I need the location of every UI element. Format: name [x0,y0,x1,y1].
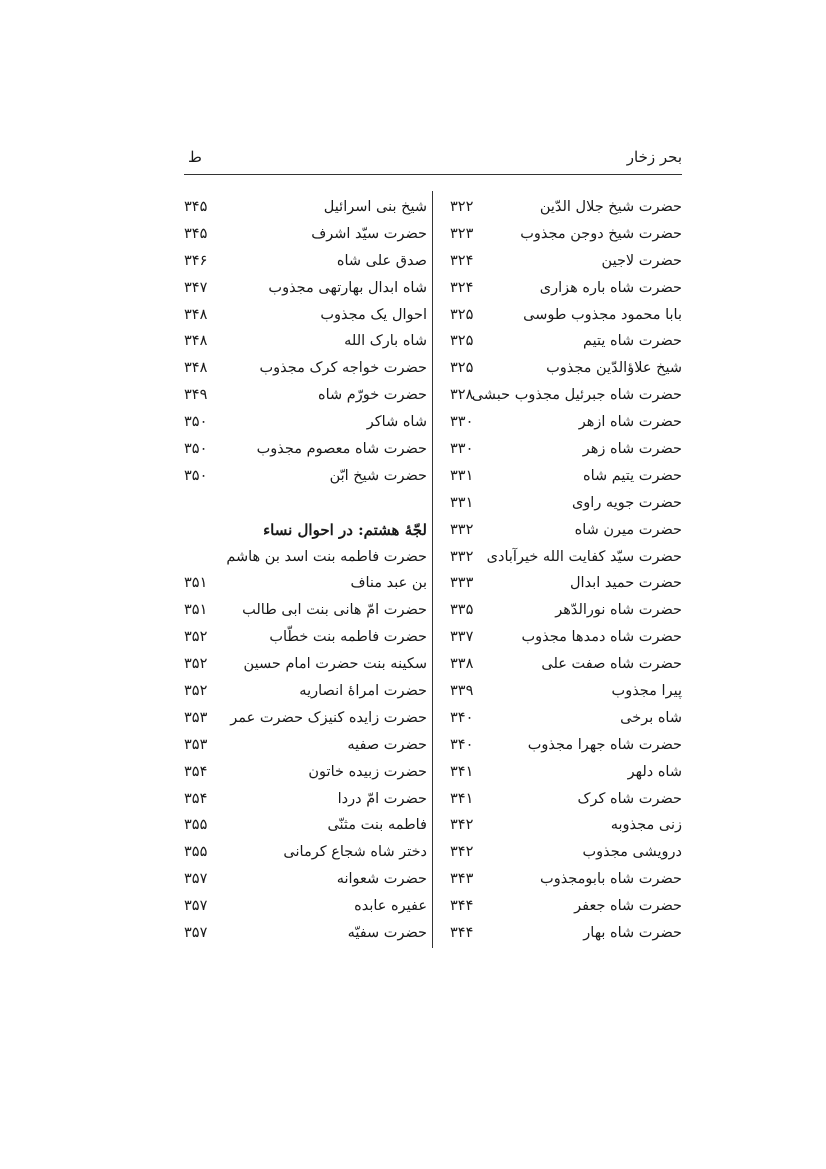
entry-title: حضرت یتیم شاه [582,467,682,484]
entry-title: زنی مجذوبه [610,817,682,834]
toc-entry [184,409,427,436]
entry-title: حضرت شاه معصوم مجذوب [256,441,427,458]
toc-entry [440,651,682,678]
entry-page-number: ۳۵۴ [184,763,208,780]
toc-entry [184,436,427,463]
entry-page-number: ۳۴۰ [450,736,474,753]
entry-page-number: ۳۳۵ [450,602,474,619]
entry-title: حضرت زبیده خاتون [308,763,427,780]
entry-title: بابا محمود مجذوب طوسی [523,306,682,323]
toc-entry [184,248,427,275]
entry-page-number: ۳۳۲ [450,521,474,538]
entry-page-number: ۳۴۸ [184,306,208,323]
toc-entry [184,678,427,705]
toc-entry [184,570,427,597]
entry-title: حضرت امّ هانی بنت ابی طالب [242,602,427,619]
toc-entry [440,194,682,221]
entry-page-number: ۳۲۵ [450,306,474,323]
entry-title: حضرت لاجین [601,252,682,269]
entry-page-number: ۳۵۳ [184,736,208,753]
entry-title: شیخ علاؤالدّین مجذوب [546,360,682,377]
toc-entry [440,544,682,571]
entry-page-number: ۳۵۲ [184,656,208,673]
entry-page-number: ۳۵۷ [184,925,208,942]
toc-entry [440,275,682,302]
entry-page-number: ۳۲۴ [450,279,474,296]
entry-page-number: ۳۵۰ [184,441,208,458]
running-header [184,148,682,170]
entry-page-number: ۳۲۴ [450,252,474,269]
toc-entry [184,221,427,248]
entry-title: حضرت شاه زهر [582,441,682,458]
toc-entry [184,463,427,490]
entry-page-number: ۳۲۵ [450,333,474,350]
toc-entry [184,651,427,678]
entry-title: حضرت شاه دمدها مجذوب [521,629,682,646]
entry-page-number: ۳۴۵ [184,199,208,215]
entry-page-number: ۳۳۱ [450,467,474,484]
toc-entry [440,248,682,275]
entry-page-number: ۳۴۲ [450,844,474,861]
column-divider [432,191,433,948]
entry-title: پیرا مجذوب [611,683,682,700]
entry-title: حضرت صفیه [347,736,427,753]
entry-title: شاه برخی [620,709,682,726]
entry-page-number: ۳۲۲ [450,199,474,215]
toc-entry [440,302,682,329]
toc-entry [440,570,682,597]
entry-page-number: ۳۴۱ [450,790,474,807]
entry-title: حضرت شیخ دوجن مجذوب [520,225,682,242]
toc-entry [440,866,682,893]
entry-title: حضرت شاه باره هزاری [539,279,682,296]
entry-page-number: ۳۴۷ [184,279,208,296]
entry-title: احوال یک مجذوب [320,306,427,323]
toc-entry [440,355,682,382]
entry-title: سکینه بنت حضرت امام حسین [243,656,427,673]
entry-page-number: ۳۵۰ [184,414,208,431]
entry-page-number: ۳۴۲ [450,817,474,834]
toc-entry [440,678,682,705]
toc-entry [184,920,427,947]
toc-entry [440,328,682,355]
entry-title: حضرت فاطمه بنت خطّاب [269,629,427,646]
entry-page-number: ۳۴۹ [184,387,208,404]
toc-entry [184,893,427,920]
entry-title: عفیره عابده [354,898,427,915]
entry-title: حضرت شاه بابومجذوب [540,871,682,888]
entry-title: حضرت زایده کنیزک حضرت عمر [230,709,427,726]
toc-column-right [440,194,682,947]
entry-page-number: ۳۵۷ [184,898,208,915]
entry-page-number: ۳۵۰ [184,467,208,484]
entry-title: حضرت خواجه کرک مجذوب [259,360,427,377]
toc-entry [184,839,427,866]
section-heading [184,517,427,544]
entry-page-number: ۳۲۵ [450,360,474,377]
entry-title: حضرت شاه جعفر [574,898,682,915]
toc-entry [440,759,682,786]
entry-title: شاه دلهر [627,763,682,780]
toc-entry [440,624,682,651]
entry-title: حضرت شاه یتیم [582,333,682,350]
entry-title: حضرت شاه بهار [583,925,682,942]
entry-page-number: ۳۲۳ [450,225,474,242]
book-title: بحر زخار [626,148,682,166]
toc-entry [184,355,427,382]
entry-title: حضرت شیخ ابّن [329,467,427,484]
entry-page-number: ۳۴۸ [184,360,208,377]
entry-page-number: ۳۴۴ [450,898,474,915]
toc-entry [184,624,427,651]
toc-entry [184,786,427,813]
toc-entry [184,812,427,839]
entry-title: حضرت شاه جبرئیل مجذوب حبشی [471,387,682,404]
entry-page-number: ۳۵۱ [184,575,208,592]
entry-page-number: ۳۳۷ [450,629,474,646]
entry-page-number: ۳۵۵ [184,844,208,861]
toc-entry [440,517,682,544]
entry-title: فاطمه بنت مثنّی [327,817,427,834]
entry-title: درویشی مجذوب [582,844,682,861]
toc-entry [440,221,682,248]
toc-entry [184,382,427,409]
entry-title: لجّهٔ هشتم: در احوال نساء [263,520,427,539]
entry-page-number: ۳۴۰ [450,709,474,726]
entry-page-number: ۳۴۸ [184,333,208,350]
entry-title: بن عبد مناف [350,575,427,592]
entry-page-number: ۳۳۰ [450,441,474,458]
entry-title: حضرت شیخ جلال الدّین [539,199,682,215]
toc-entry [440,382,682,409]
entry-page-number: ۳۳۱ [450,494,474,511]
toc-entry [440,436,682,463]
entry-page-number: ۳۵۴ [184,790,208,807]
entry-page-number: ۳۴۳ [450,871,474,888]
entry-page-number: ۳۳۸ [450,656,474,673]
entry-title: حضرت فاطمه بنت اسد بن هاشم [226,548,427,565]
toc-entry [440,490,682,517]
entry-page-number: ۳۵۲ [184,683,208,700]
entry-title: حضرت شاه کرک [577,790,682,807]
toc-entry [440,893,682,920]
entry-page-number: ۳۵۵ [184,817,208,834]
toc-entry [184,732,427,759]
entry-page-number: ۳۴۱ [450,763,474,780]
toc-entry [184,544,427,571]
entry-title: دختر شاه شجاع کرمانی [283,844,427,861]
entry-title: شیخ بنی اسرائیل [323,199,427,215]
entry-title: شاه شاکر [366,414,427,431]
toc-entry [184,866,427,893]
toc-entry [184,759,427,786]
toc-entry [440,463,682,490]
toc-entry [184,328,427,355]
entry-page-number: ۳۴۵ [184,225,208,242]
entry-page-number: ۳۴۴ [450,925,474,942]
entry-title: حضرت شاه نورالدّهر [555,602,682,619]
entry-title: حضرت شاه ازهر [578,414,682,431]
toc-entry [184,194,427,221]
toc-entry [440,732,682,759]
entry-title: حضرت خورّم شاه [317,387,427,404]
entry-title: حضرت امراهٔ انصاریه [299,683,427,700]
header-rule [184,174,682,175]
entry-page-number: ۳۳۲ [450,548,474,565]
toc-entry [440,409,682,436]
toc-entry [440,705,682,732]
entry-title: حضرت سیّد اشرف [311,225,427,242]
entry-title: حضرت سیّد کفایت الله خیرآبادی [486,548,682,565]
entry-page-number: ۳۲۸ [450,387,474,404]
entry-page-number: ۳۵۳ [184,709,208,726]
entry-page-number: ۳۵۱ [184,602,208,619]
entry-title: حضرت حمید ابدال [570,575,682,592]
toc-entry [440,839,682,866]
toc-entry [440,597,682,624]
page-number: ط [188,148,202,166]
entry-page-number: ۳۳۳ [450,575,474,592]
entry-page-number: ۳۵۷ [184,871,208,888]
toc-column-left [184,194,427,947]
entry-page-number: ۳۳۹ [450,683,474,700]
toc-entry [184,490,427,517]
entry-page-number: ۳۳۰ [450,414,474,431]
toc-entry [184,302,427,329]
entry-title: حضرت سفیّه [347,925,427,942]
entry-title: شاه ابدال بهارتهی مجذوب [268,279,427,296]
toc-entry [440,786,682,813]
entry-title: حضرت شاه جهرا مجذوب [527,736,682,753]
entry-title: حضرت جویه راوی [571,494,682,511]
entry-title: صدق علی شاه [336,252,427,269]
toc-entry [440,812,682,839]
entry-title: حضرت امّ دردا [337,790,427,807]
toc-entry [184,597,427,624]
toc-entry [184,275,427,302]
entry-page-number: ۳۵۲ [184,629,208,646]
entry-title: شاه بارک الله [344,333,427,350]
toc-entry [184,705,427,732]
entry-title: حضرت میرن شاه [574,521,682,538]
entry-title: حضرت شاه صفت علی [541,656,682,673]
entry-page-number: ۳۴۶ [184,252,208,269]
entry-title: حضرت شعوانه [336,871,427,888]
toc-entry [440,920,682,947]
